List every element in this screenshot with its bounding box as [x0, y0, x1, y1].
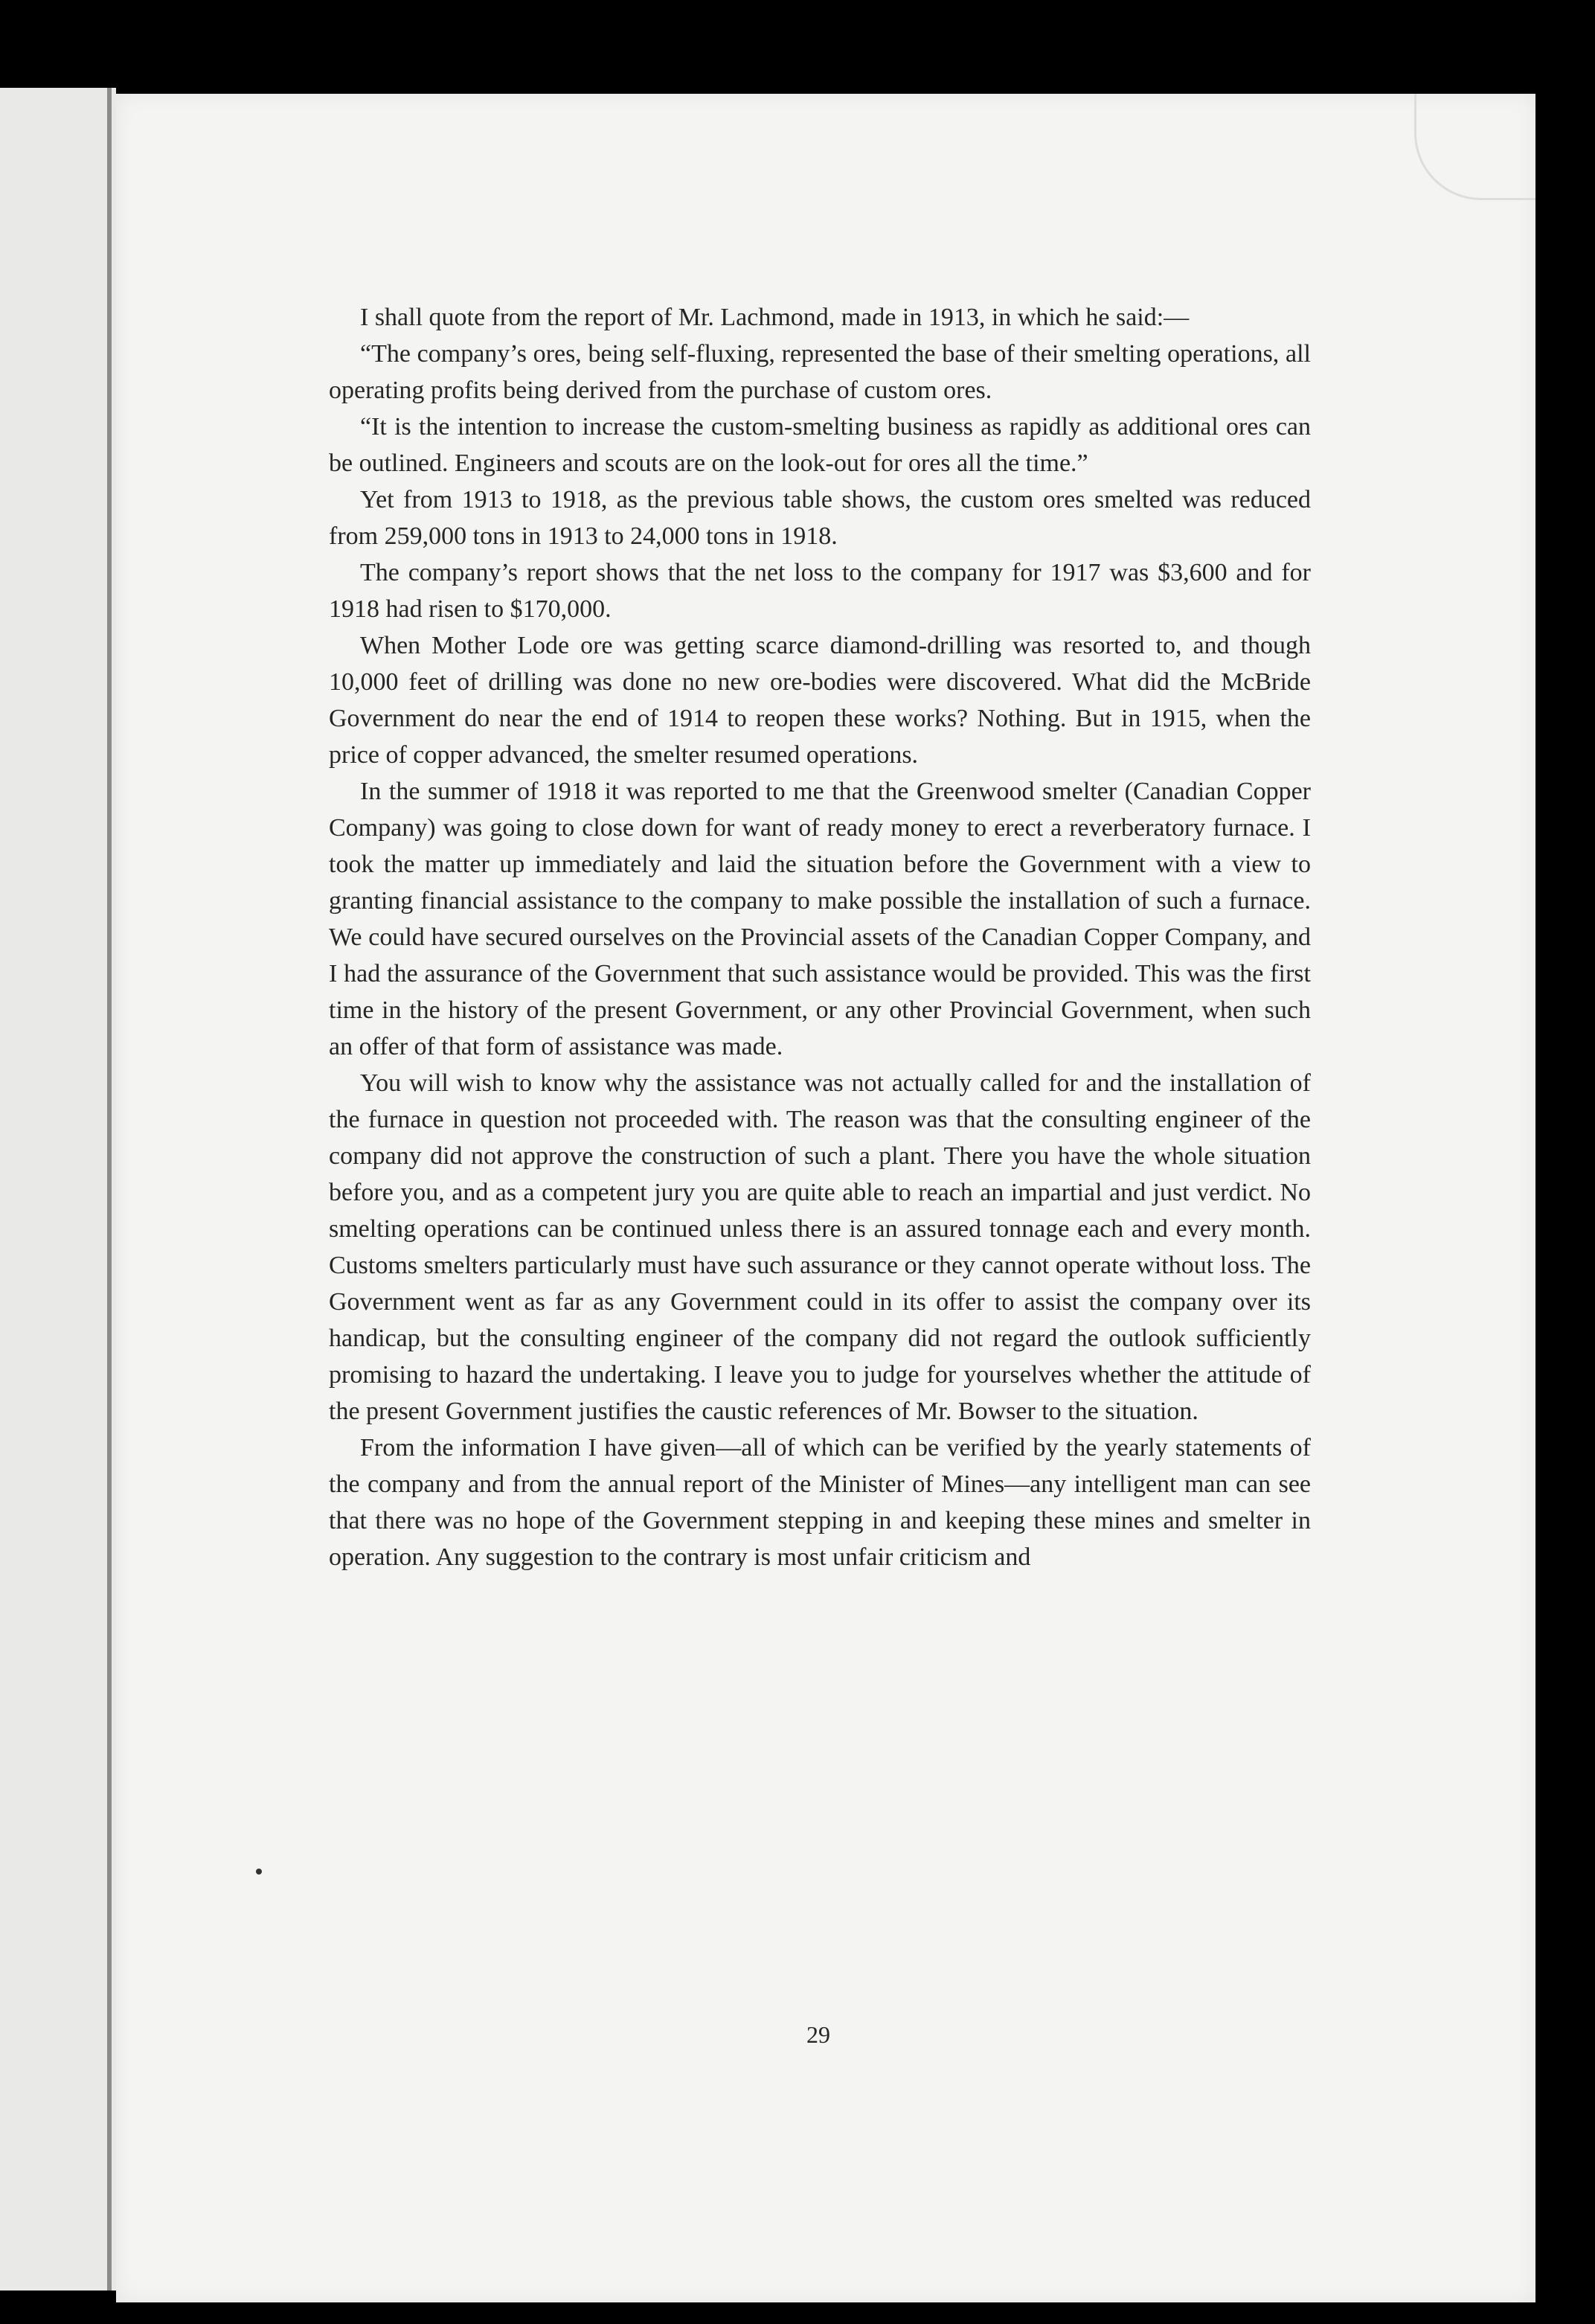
paragraph-1: I shall quote from the report of Mr. Lachmond, made in 1913, in which he said:—	[360, 304, 1190, 331]
paragraph-4: Yet from 1913 to 1918, as the previous table shows, the custom ores smelted was reduced from 259,000 tons in 1913 to 24,000 tons in 1918.	[329, 486, 1311, 550]
paragraph-7: In the summer of 1918 it was reported to me that the Greenwood smelter (Canadian Copper Company) was going to close down for want of ready money to erect a reverberatory furnace. I took the matter up immediately and laid the situation before the Government with a view to granting financial assistance to the company to make possible the installation of such a furnace. We could have secured ourselves on the Provincial assets of the Canadian Copper Company, and I had the assurance of the Government that such assistance would be provided. This was the first time in the history of the present Government, or any other Provincial Government, when such an offer of that form of assistance was made.	[329, 778, 1311, 1060]
body-text	[329, 299, 1311, 1575]
page-number: 29	[806, 2021, 830, 2048]
facing-page	[0, 88, 116, 2291]
page-corner-curl	[1414, 94, 1535, 200]
margin-mark	[256, 1869, 262, 1875]
page-gutter	[107, 88, 112, 2291]
paragraph-9: From the information I have given—all of which can be verified by the yearly statements of the company and from the annual report of the Minister of Mines—any intelligent man can see that there was no hope of the Government stepping in and keeping these mines and smelter in operation. Any suggestion to the contrary is most unfair criticism and	[329, 1434, 1311, 1571]
paragraph-3: “It is the intention to increase the custom-smelting business as rapidly as additional ores can be outlined. Engineers and scouts are on the look-out for ores all the time.”	[329, 413, 1311, 477]
paragraph-8: You will wish to know why the assistance was not actually called for and the installation of the furnace in question not proceeded with. The reason was that the consulting engineer of the company did not approve the construction of such a plant. There you have the whole situation before you, and as a competent jury you are quite able to reach an impartial and just verdict. No smelting operations can be continued unless there is an assured tonnage each and every month. Customs smelters particularly must have such assurance or they cannot operate without loss. The Government went as far as any Government could in its offer to assist the company over its handicap, but the consulting engineer of the company did not regard the outlook sufficiently promising to hazard the undertaking. I leave you to judge for yourselves whether the attitude of the present Government justifies the caustic references of Mr. Bowser to the situation.	[329, 1069, 1311, 1425]
paragraph-2: “The company’s ores, being self-fluxing, represented the base of their smelting operations, all operating profits being derived from the purchase of custom ores.	[329, 340, 1311, 404]
paragraph-5: The company’s report shows that the net loss to the company for 1917 was $3,600 and for 1918 had risen to $170,000.	[329, 559, 1311, 623]
paragraph-6: When Mother Lode ore was getting scarce diamond-drilling was resorted to, and though 10,000 feet of drilling was done no new ore-bodies were discovered. What did the McBride Government do near the end of 1914 to reopen these works? Nothing. But in 1915, when the price of copper advanced, the smelter resumed operations.	[329, 632, 1311, 769]
